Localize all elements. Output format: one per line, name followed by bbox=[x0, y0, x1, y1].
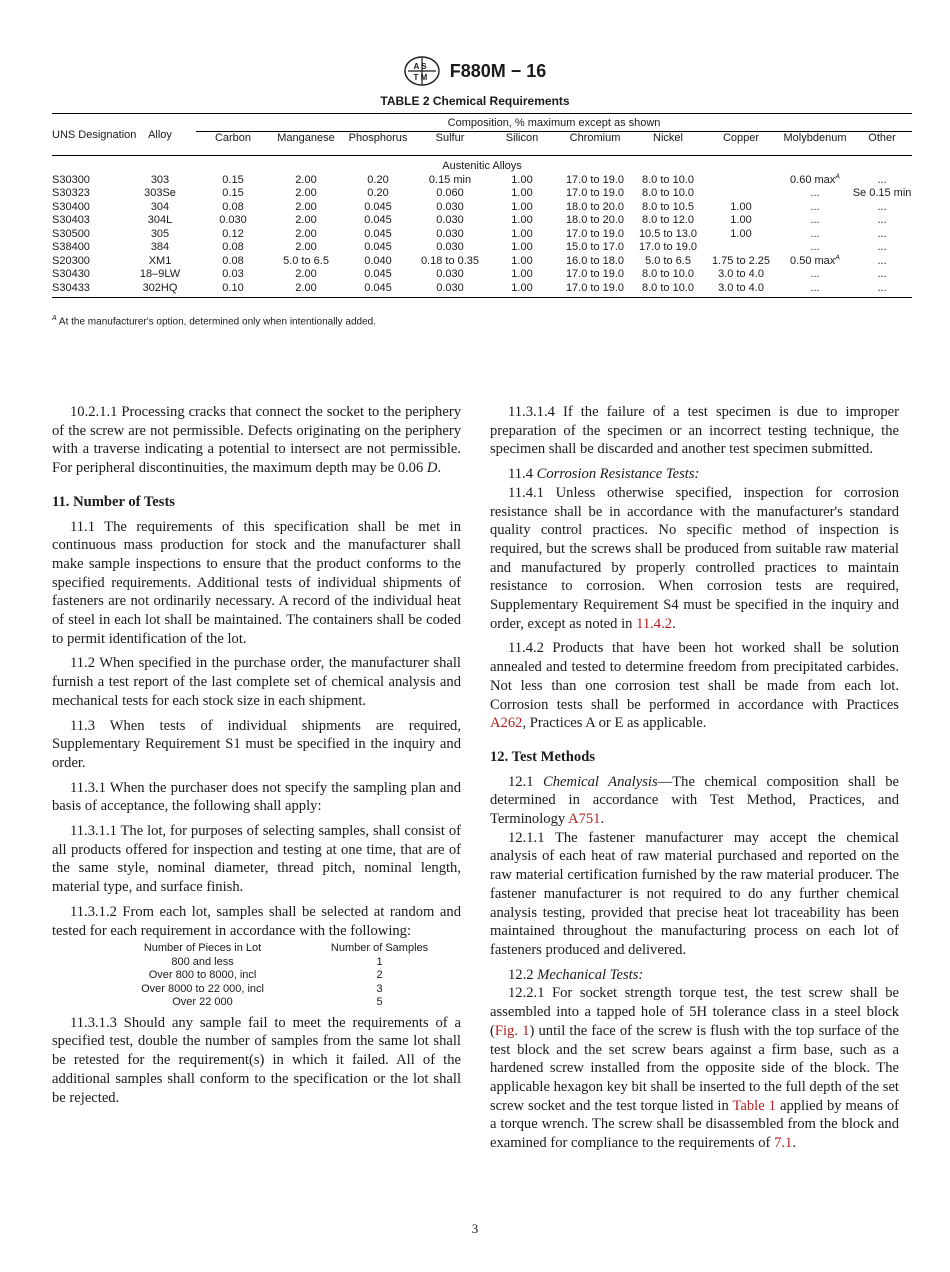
table-cell: ... bbox=[810, 200, 820, 213]
paragraph-11-3-1-4: 11.3.1.4 If the failure of a test specimen is due to improper preparation of the specimen or an incorrect testing technique, the specimen shall be discarded and another test specimen submitted. bbox=[490, 404, 899, 458]
table-cell: 17.0 to 19.0 bbox=[565, 187, 625, 199]
col-header-uns: UNS Designation bbox=[52, 114, 124, 156]
col-header-manganese: Manganese bbox=[270, 131, 342, 156]
table-cell: 0.20 bbox=[367, 187, 389, 199]
table-cell: 305 bbox=[150, 227, 170, 240]
table-cell: 3.0 to 4.0 bbox=[718, 268, 764, 280]
table-cell: ... bbox=[778, 282, 852, 298]
paragraph-11-3-1: 11.3.1 When the purchaser does not specify the sampling plan and basis of acceptance, the following shall apply: bbox=[52, 779, 461, 815]
table-cell: 3 bbox=[376, 982, 383, 995]
page-number: 3 bbox=[471, 1221, 479, 1236]
paragraph-12-1-1: 12.1.1 The fastener manufacturer may accept the chemical analysis of each heat of raw material purchased and reported on the raw material certification furnished by the raw material producer. The fastener manufacturer is not required to do any further chemical analysis testing, provided that precise heat lot traceability has been maintained throughout the manufacturing process on each lot of fasteners produced and delivered. bbox=[490, 829, 899, 958]
table-cell: 1.00 bbox=[486, 282, 558, 298]
section-heading-11: 11. Number of Tests bbox=[52, 493, 175, 510]
table-cell: ... bbox=[877, 254, 887, 267]
table-row bbox=[107, 996, 461, 1010]
table-cell: 18.0 to 20.0 bbox=[565, 214, 625, 226]
link-fig-1[interactable]: Fig. 1 bbox=[494, 1022, 530, 1039]
section-label: Austenitic Alloys bbox=[442, 160, 522, 172]
paragraph-11-2: 11.2 When specified in the purchase order, the manufacturer shall furnish a test report of the last complete set of chemical analysis and mechanical tests for each stock size in each shipment. bbox=[52, 655, 461, 709]
table-cell: 0.045 bbox=[364, 214, 392, 226]
table-cell: 17.0 to 19.0 bbox=[558, 282, 632, 298]
paragraph-10-2-1-1: 10.2.1.1 Processing cracks that connect the socket to the periphery of the screw are not permissible. Defects originating on the periphery with a traverse indicating a potential to intersect are not permissible. For peripheral discontinuities, the maximum depth may be 0.06 D. bbox=[52, 404, 461, 477]
paragraph-11-3: 11.3 When tests of individual shipments are required, Supplementary Requirement S1 must be specified in the inquiry and order. bbox=[52, 717, 461, 771]
sampling-col-samples: Number of Samples bbox=[330, 942, 429, 955]
table-cell: 5.0 to 6.5 bbox=[645, 254, 691, 267]
table-cell: 18–9LW bbox=[139, 268, 181, 280]
table-row bbox=[52, 282, 912, 298]
col-header-carbon: Carbon bbox=[196, 131, 270, 156]
paragraph-11-3-1-3: 11.3.1.3 Should any sample fail to meet the requirements of a specified test, double the number of samples from the same lot shall be retested for the requirement(s) in which it failed. All of the additional samples shall conform to the specification or the lot shall be rejected. bbox=[52, 1014, 461, 1106]
table-cell: 1 bbox=[376, 955, 383, 968]
table-cell: 17.0 to 19.0 bbox=[638, 241, 698, 253]
table-cell: 1.00 bbox=[730, 200, 752, 213]
table-cell: 384 bbox=[150, 241, 170, 253]
table-row bbox=[107, 956, 461, 970]
table-footnote: $^A$ At the manufacturer's option, determined only when intentionally added. bbox=[52, 315, 377, 328]
table-cell: 0.045 bbox=[364, 268, 392, 280]
table-cell: S30430 bbox=[52, 268, 90, 280]
paragraph-11-4-2: 11.4.2 Products that have been hot worked shall be solution annealed and tested to determine freedom from precipitated carbides. Not less than one corrosion test shall be made from each lot. Corrosion tests shall be performed in accordance with Practices A262, Practices A or E as applicable. bbox=[490, 640, 899, 732]
table-row bbox=[107, 969, 461, 983]
table-cell: 1.00 bbox=[511, 173, 533, 186]
table-cell: 0.10 bbox=[196, 282, 270, 298]
table-cell: 16.0 to 18.0 bbox=[565, 254, 625, 267]
table-cell: 2.00 bbox=[295, 187, 317, 199]
left-column bbox=[52, 403, 461, 1113]
table-cell: 0.045 bbox=[342, 282, 414, 298]
table-cell: 8.0 to 10.0 bbox=[632, 282, 704, 298]
table-cell: 0.030 bbox=[436, 241, 464, 253]
table-cell: Se 0.15 min bbox=[852, 187, 912, 199]
table-cell bbox=[704, 174, 778, 188]
table-cell: 0.15 bbox=[222, 187, 244, 199]
table-cell: 0.030 bbox=[436, 214, 464, 226]
table-cell: 304L bbox=[147, 214, 173, 226]
document-id: F880M − 16 bbox=[449, 60, 547, 81]
table-cell: 0.030 bbox=[414, 282, 486, 298]
table-cell: ... bbox=[877, 200, 887, 213]
table-cell: 302HQ bbox=[124, 282, 196, 298]
right-column bbox=[490, 403, 899, 1159]
link-7-1[interactable]: 7.1 bbox=[774, 1135, 793, 1152]
table-cell: Over 8000 to 22 000, incl bbox=[141, 982, 264, 995]
link-11-4-2[interactable]: 11.4.2 bbox=[636, 615, 673, 632]
paragraph-12-2: 12.2 Mechanical Tests: bbox=[508, 966, 644, 983]
table-cell: ... bbox=[810, 241, 820, 253]
col-header-chromium: Chromium bbox=[558, 131, 632, 156]
col-header-phosphorus: Phosphorus bbox=[342, 131, 414, 156]
table-row bbox=[52, 187, 912, 201]
table-cell: 8.0 to 10.0 bbox=[642, 173, 694, 186]
col-header-sulfur: Sulfur bbox=[414, 131, 486, 156]
table-cell: S30500 bbox=[52, 227, 90, 240]
table-cell: Over 22 000 bbox=[172, 996, 233, 1009]
sampling-col-pieces: Number of Pieces in Lot bbox=[143, 942, 262, 955]
table-cell: 0.045 bbox=[364, 200, 392, 213]
paragraph-11-1: 11.1 The requirements of this specification shall be met in continuous mass production for stock and the manufacturer shall make sample inspections to ensure that the product conforms to the specified requirements. Additional tests of individual shipments of fasteners are not ordinarily necessary. A record of the individual heat of steel in each lot shall be maintained. The containers shall be coded to permit identification of the lot. bbox=[52, 518, 461, 647]
table-cell: ... bbox=[877, 173, 887, 186]
table-cell: 0.12 bbox=[222, 227, 244, 240]
col-header-composition: Composition, % maximum except as shown bbox=[196, 114, 912, 132]
table-cell: 303 bbox=[150, 173, 170, 186]
paragraph-12-1: 12.1 Chemical Analysis—The chemical composition shall be determined in accordance with Test Method, Practices, and Terminology A751. bbox=[490, 773, 900, 828]
table-cell: 0.03 bbox=[222, 268, 244, 280]
table-cell: 1.00 bbox=[511, 268, 533, 280]
svg-text:T M: T M bbox=[413, 73, 427, 82]
table-cell: 8.0 to 10.0 bbox=[642, 268, 694, 280]
table-cell: 0.030 bbox=[436, 227, 464, 240]
table-cell: 3.0 to 4.0 bbox=[704, 282, 778, 298]
col-header-copper: Copper bbox=[704, 131, 778, 156]
table-cell: 304 bbox=[150, 200, 170, 213]
svg-text:A S: A S bbox=[413, 62, 427, 71]
link-a751[interactable]: A751 bbox=[568, 811, 601, 828]
paragraph-12-2-1: 12.2.1 For socket strength torque test, the test screw shall be assembled into a tapped hole of 5H tolerance class in a steel block (Fig. 1) until the face of the screw is flush with the top surface of the test block and the set screw bears against a firm base, such as a hardened screw installed from the opposite side of the block. The applicable hexagon key bit shall be inserted to the full depth of the set screw socket and the test torque listed in Table 1 applied by means of a torque wrench. The screw shall be disassembled from the block and examined for compliance to the requirements of 7.1. bbox=[490, 985, 900, 1152]
table-cell: 2.00 bbox=[295, 173, 317, 186]
table-title: TABLE 2 Chemical Requirements bbox=[380, 94, 570, 108]
table-cell: 303Se bbox=[144, 187, 176, 199]
table-cell: 800 and less bbox=[171, 955, 234, 968]
table-cell: 0.045 bbox=[364, 227, 392, 240]
table-cell: 0.040 bbox=[364, 254, 392, 267]
table-cell: 1.00 bbox=[511, 254, 533, 267]
table-cell: S30403 bbox=[52, 214, 90, 226]
col-header-other: Other bbox=[852, 131, 912, 156]
table-cell: 1.00 bbox=[511, 214, 533, 226]
table-cell: 1.00 bbox=[511, 227, 533, 240]
paragraph-11-3-1-1: 11.3.1.1 The lot, for purposes of selecting samples, shall consist of all products offered for inspection and testing at one time, that are of the same style, nominal diameter, thread pitch, nominal length, material type, and surface finish. bbox=[52, 823, 461, 896]
table-row bbox=[52, 268, 912, 282]
table-cell: ... bbox=[877, 268, 887, 280]
table-cell: 5.0 to 6.5 bbox=[283, 254, 329, 267]
section-heading-12: 12. Test Methods bbox=[490, 748, 596, 765]
table-cell: ... bbox=[810, 214, 820, 226]
table-cell: 1.00 bbox=[511, 200, 533, 213]
table-row bbox=[52, 255, 912, 269]
table-cell: 0.060 bbox=[436, 187, 464, 199]
table-cell: 2.00 bbox=[295, 268, 317, 280]
table-cell: 15.0 to 17.0 bbox=[565, 241, 625, 253]
link-a262[interactable]: A262 bbox=[490, 715, 523, 732]
table-cell: S38400 bbox=[52, 241, 90, 253]
table-cell: 2.00 bbox=[295, 214, 317, 226]
table-cell: 0.08 bbox=[222, 254, 244, 267]
col-header-molybdenum: Molybdenum bbox=[778, 131, 852, 156]
table-cell: 17.0 to 19.0 bbox=[565, 268, 625, 280]
table-row bbox=[52, 201, 912, 215]
table-cell: S30400 bbox=[52, 200, 90, 213]
table-cell: 0.08 bbox=[222, 200, 244, 213]
table-cell: 1.00 bbox=[511, 187, 533, 199]
table-cell: 2.00 bbox=[270, 282, 342, 298]
table-cell bbox=[704, 187, 778, 201]
table-cell: 1.00 bbox=[511, 241, 533, 253]
table-cell: S30300 bbox=[52, 173, 90, 186]
table-cell: S30433 bbox=[52, 282, 124, 298]
astm-logo-icon bbox=[404, 56, 440, 86]
table-cell: 2 bbox=[376, 969, 383, 982]
col-header-nickel: Nickel bbox=[632, 131, 704, 156]
table-cell: 0.15 bbox=[222, 173, 244, 186]
table-cell: Over 800 to 8000, incl bbox=[148, 969, 257, 982]
table-cell: ... bbox=[810, 227, 820, 240]
table-cell: 0.08 bbox=[222, 241, 244, 253]
col-header-alloy: Alloy bbox=[124, 114, 196, 156]
table-cell: S30323 bbox=[52, 187, 90, 199]
table-cell: 8.0 to 10.0 bbox=[642, 187, 694, 199]
table-row bbox=[52, 214, 912, 228]
table-cell: 2.00 bbox=[295, 227, 317, 240]
table-cell: 0.20 bbox=[367, 173, 389, 186]
table-row bbox=[107, 983, 461, 997]
paragraph-11-4-1: 11.4.1 Unless otherwise specified, inspection for corrosion resistance shall be in accordance with the manufacturer's standard quality control practices. No specific method of inspection is required, but the screws shall be produced from suitable raw material and manufactured by properly controlled practices to maintain resistance to corrosion. When corrosion tests are required, Supplementary Requirement S4 must be specified in the inquiry and order, except as noted in 11.4.2. bbox=[490, 484, 899, 632]
table-cell: 1.75 to 2.25 bbox=[711, 254, 771, 267]
table-cell: 5 bbox=[376, 996, 383, 1009]
table-cell: 10.5 to 13.0 bbox=[638, 227, 698, 240]
table-cell: 8.0 to 12.0 bbox=[642, 214, 694, 226]
table-cell: S20300 bbox=[52, 254, 90, 267]
table-cell: 0.15 min bbox=[428, 173, 472, 186]
table-cell: 17.0 to 19.0 bbox=[565, 227, 625, 240]
paragraph-11-3-1-2: 11.3.1.2 From each lot, samples shall be selected at random and tested for each requirement in accordance with the following: bbox=[52, 903, 461, 939]
table-cell: 1.00 bbox=[730, 214, 752, 226]
table-cell: ... bbox=[877, 241, 887, 253]
table-cell: 0.030 bbox=[436, 200, 464, 213]
table-cell bbox=[704, 241, 778, 255]
table-cell: ... bbox=[877, 227, 887, 240]
table-cell: 2.00 bbox=[295, 200, 317, 213]
table-cell: ... bbox=[810, 187, 820, 199]
table-cell: 0.030 bbox=[436, 268, 464, 280]
table-row bbox=[52, 228, 912, 242]
table-row bbox=[52, 174, 912, 188]
link-table-1[interactable]: Table 1 bbox=[732, 1097, 776, 1114]
table-cell: ... bbox=[852, 282, 912, 298]
table-cell: XM1 bbox=[148, 254, 172, 267]
paragraph-11-4: 11.4 Corrosion Resistance Tests: bbox=[508, 466, 700, 483]
table-cell: 0.50 $\max^A$ bbox=[790, 253, 840, 267]
table-cell: 17.0 to 19.0 bbox=[565, 173, 625, 186]
table-cell: 0.60 $\max^A$ bbox=[790, 172, 840, 186]
table-cell: 18.0 to 20.0 bbox=[565, 200, 625, 213]
chemical-requirements-table bbox=[52, 113, 912, 298]
table-cell: ... bbox=[810, 268, 820, 280]
col-header-silicon: Silicon bbox=[486, 131, 558, 156]
table-cell: 0.030 bbox=[219, 214, 247, 226]
page-header bbox=[0, 56, 950, 86]
table-cell: ... bbox=[877, 214, 887, 226]
table-cell: 0.18 to 0.35 bbox=[420, 254, 480, 267]
table-cell: 0.045 bbox=[364, 241, 392, 253]
table-cell: 1.00 bbox=[730, 227, 752, 240]
table-row bbox=[52, 241, 912, 255]
table-cell: 8.0 to 10.5 bbox=[642, 200, 694, 213]
table-cell: 2.00 bbox=[295, 241, 317, 253]
sampling-table bbox=[107, 942, 461, 1010]
